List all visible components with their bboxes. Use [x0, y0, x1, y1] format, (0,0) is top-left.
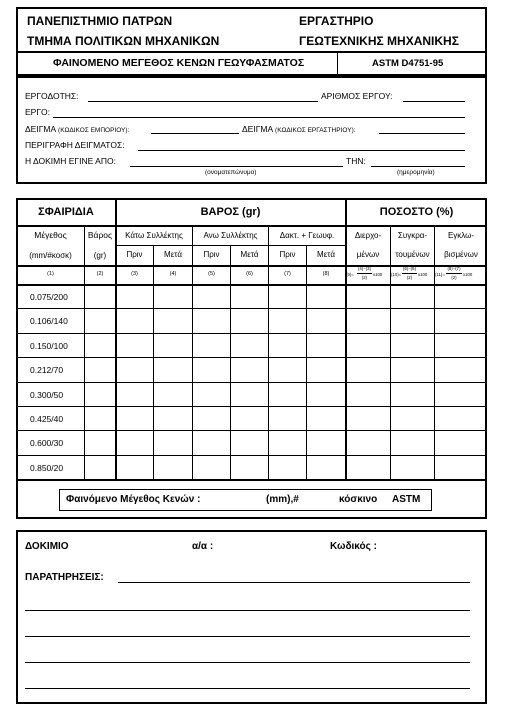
col-number: (3): [131, 271, 138, 277]
formula-10-den: (2): [406, 275, 413, 280]
commercial-code-hint: (ΚΩΔΙΚΟΣ ΕΜΠΟΡΙΟΥ):: [58, 127, 130, 134]
formula-9-suffix: x100: [373, 272, 383, 277]
retained-header-bottom: τουμένων: [395, 250, 430, 259]
table-line: [16, 284, 487, 286]
date-hint: (ημερομηνία): [397, 169, 435, 176]
university-name: ΠΑΝΕΠΙΣΤΗΜΙΟ ΠΑΤΡΩΝ: [27, 14, 173, 28]
table-line: [16, 406, 487, 407]
sieve-size-cell: 0.600/30: [30, 438, 64, 448]
lab-subtitle: ΓΕΩΤΕΧΝΙΚΗΣ ΜΗΧΑΝΙΚΗΣ: [299, 34, 459, 48]
project-no-field[interactable]: [403, 101, 465, 102]
col-number: (6): [246, 271, 253, 277]
table-col-line: [192, 225, 193, 479]
sieve-size-cell: 0.075/200: [30, 292, 68, 302]
table-col-line: [268, 225, 269, 479]
result-standard: ASTM: [392, 494, 421, 505]
header-divider: [16, 51, 487, 53]
sample-lab-field[interactable]: [379, 133, 465, 134]
table-col-line: [84, 225, 85, 479]
sample-commercial-field[interactable]: [151, 133, 239, 134]
result-label: Φαινόμενο Μέγεθος Κενών :: [66, 494, 201, 505]
sieve-size-cell: 0.212/70: [30, 365, 64, 375]
table-line: [16, 308, 487, 309]
remarks-line[interactable]: [25, 688, 470, 689]
formula-10-num: (6)−(5): [402, 266, 416, 271]
formula-11-num: (8)−(7): [447, 266, 461, 271]
header-title-divider: [337, 51, 338, 75]
serial-label: α/α :: [192, 541, 214, 552]
client-field[interactable]: [88, 101, 318, 102]
specimen-box: [16, 530, 487, 704]
table-col-line: [306, 245, 307, 479]
size-col-unit: (mm/#κοσκ): [29, 251, 72, 260]
table-line: [16, 430, 487, 431]
project-label: ΕΡΓΟ:: [25, 107, 50, 117]
client-label: ΕΡΓΟΔΟΤΗΣ:: [25, 91, 79, 101]
lower-collector-header: Κάτω Συλλέκτης: [125, 231, 183, 240]
result-unit: (mm),#: [266, 494, 299, 505]
table-col-line: [434, 225, 435, 479]
code-label: Κωδικός :: [330, 541, 377, 552]
result-sieve: κόσκινο: [339, 494, 378, 505]
sieve-size-cell: 0.150/100: [30, 341, 68, 351]
table-col-line: [153, 245, 154, 479]
standard-code: ASTM D4751-95: [372, 58, 444, 69]
sample-lab-label: ΔΕΙΓΜΑ (ΚΩΔΙΚΟΣ ΕΡΓΑΣΤΗΡΙΟΥ):: [242, 124, 356, 134]
trapped-header-bottom: βισμένων: [444, 250, 478, 259]
tested-by-field[interactable]: [130, 166, 343, 167]
table-line: [16, 479, 487, 481]
spheres-header: ΣΦΑΙΡΙΔΙΑ: [38, 206, 94, 218]
description-field[interactable]: [138, 150, 465, 151]
table-line: [16, 455, 487, 456]
formula-10-bar: [402, 273, 417, 274]
remarks-line[interactable]: [25, 610, 470, 611]
after-header: Μετά: [317, 250, 335, 259]
formula-10-prefix: (10)=: [391, 272, 402, 277]
before-header: Πριν: [126, 250, 143, 259]
date-field[interactable]: [371, 166, 465, 167]
sieve-size-cell: 0.850/20: [30, 463, 64, 473]
remarks-line[interactable]: [118, 582, 470, 583]
date-label: ΤΗΝ:: [346, 156, 366, 166]
formula-11-suffix: x100: [463, 272, 473, 277]
before-header: Πριν: [279, 250, 296, 259]
ring-geotextile-header: Δακτ. + Γεωυφ.: [279, 231, 335, 240]
table-col-line: [390, 225, 391, 479]
remarks-label: ΠΑΡΑΤΗΡΗΣΕΙΣ:: [25, 572, 104, 583]
weight-col-unit: (gr): [93, 251, 107, 260]
before-header: Πριν: [203, 250, 220, 259]
tested-by-label: Η ΔΟΚΙΜΗ ΕΓΙΝΕ ΑΠΟ:: [25, 156, 116, 166]
sieve-size-cell: 0.425/40: [30, 414, 64, 424]
col-number: (1): [47, 271, 54, 277]
form-title: ΦΑΙΝΟΜΕΝΟ ΜΕΓΕΘΟΣ ΚΕΝΩΝ ΓΕΩΥΦΑΣΜΑΤΟΣ: [53, 57, 305, 69]
sieve-size-cell: 0.106/140: [30, 316, 68, 326]
specimen-label: ΔΟΚΙΜΙΟ: [25, 541, 69, 552]
data-table: [16, 198, 487, 519]
formula-9-num: (4)−(3): [357, 266, 371, 271]
weight-col-header: Βάρος: [87, 230, 113, 240]
formula-11-bar: [446, 273, 462, 274]
retained-header-top: Συγκρα-: [397, 231, 428, 240]
table-col-line: [230, 245, 231, 479]
col-number: (7): [284, 271, 291, 277]
remarks-line[interactable]: [25, 636, 470, 637]
col-number: (5): [208, 271, 215, 277]
sample-commercial-label: ΔΕΙΓΜΑ (ΚΩΔΙΚΟΣ ΕΜΠΟΡΙΟΥ):: [25, 124, 130, 134]
formula-9-bar: [357, 273, 372, 274]
table-col-line: [345, 198, 347, 479]
table-line: [16, 333, 487, 334]
description-label: ΠΕΡΙΓΡΑΦΗ ΔΕΙΓΜΑΤΟΣ:: [25, 140, 125, 150]
department-name: ΤΜΗΜΑ ΠΟΛΙΤΙΚΩΝ ΜΗΧΑΝΙΚΩΝ: [27, 34, 220, 48]
sieve-size-cell: 0.300/50: [30, 390, 64, 400]
col-number: (4): [169, 271, 177, 277]
lab-code-hint: (ΚΩΔΙΚΟΣ ΕΡΓΑΣΤΗΡΙΟΥ):: [275, 127, 356, 134]
project-field[interactable]: [53, 117, 465, 118]
col-number: (2): [96, 271, 104, 277]
trapped-header-top: Εγκλω-: [447, 231, 475, 240]
table-line: [16, 357, 487, 358]
weight-header: ΒΑΡΟΣ (gr): [200, 206, 261, 218]
formula-11-den: (2): [451, 275, 457, 280]
upper-collector-header: Ανω Συλλέκτης: [203, 231, 258, 240]
table-col-line: [115, 198, 117, 479]
lab-name: ΕΡΓΑΣΤΗΡΙΟ: [299, 14, 374, 28]
formula-11-prefix: (11)=: [435, 272, 445, 277]
formula-9-prefix: (9)=: [346, 272, 354, 277]
name-hint: (ονοματεπώνυμο): [205, 169, 257, 176]
after-header: Μετά: [240, 250, 259, 259]
table-header-line: [16, 225, 487, 227]
remarks-line[interactable]: [25, 662, 470, 663]
percent-header: ΠΟΣΟΣΤΟ (%): [379, 206, 454, 218]
formula-9-den: (2): [361, 275, 368, 280]
after-header: Μετά: [164, 250, 182, 259]
col-number: (8): [322, 271, 330, 277]
project-no-label: ΑΡΙΘΜΟΣ ΕΡΓΟΥ:: [321, 91, 393, 101]
size-col-header: Μέγεθος: [34, 230, 67, 240]
passing-header-bottom: μένων: [356, 250, 380, 259]
formula-10-suffix: x100: [418, 272, 428, 277]
table-line: [16, 382, 487, 383]
passing-header-top: Διερχο-: [354, 231, 382, 240]
